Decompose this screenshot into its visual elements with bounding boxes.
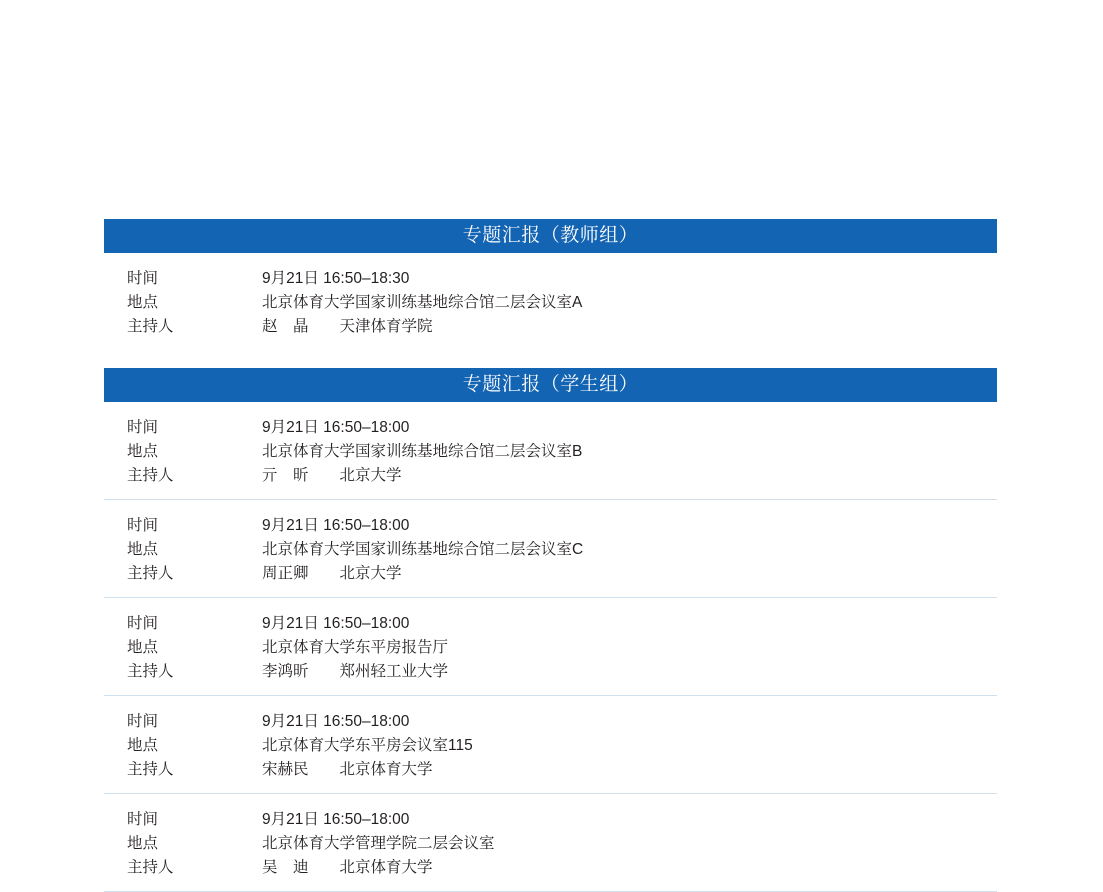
entry-list-student-group: [104, 402, 997, 892]
time-label: 时间: [127, 615, 159, 632]
entry-time-row: [104, 266, 997, 290]
time-label: 时间: [127, 811, 159, 828]
entry-place-row: [104, 537, 997, 561]
host-value: 周正卿 北京大学: [262, 565, 402, 582]
time-label: 时间: [127, 419, 159, 436]
schedule-entry: [104, 253, 997, 350]
place-label: 地点: [127, 639, 159, 656]
time-label: 时间: [127, 713, 159, 730]
entry-host-row: [104, 659, 997, 683]
time-label: 时间: [127, 517, 159, 534]
place-value: 北京体育大学国家训练基地综合馆二层会议室A: [262, 294, 583, 311]
time-value: 9月21日 16:50–18:00: [262, 713, 410, 730]
time-value: 9月21日 16:50–18:30: [262, 270, 410, 287]
place-value: 北京体育大学管理学院二层会议室: [262, 835, 495, 852]
host-value: 赵 晶 天津体育学院: [262, 318, 433, 335]
entry-host-row: [104, 463, 997, 487]
entry-place-row: [104, 635, 997, 659]
place-label: 地点: [127, 541, 159, 558]
place-label: 地点: [127, 294, 159, 311]
entry-host-row: [104, 855, 997, 879]
entry-list-teacher-group: [104, 253, 997, 350]
host-label: 主持人: [127, 318, 174, 335]
host-value: 亓 昕 北京大学: [262, 467, 402, 484]
schedule-content: [104, 219, 997, 892]
entry-time-row: [104, 611, 997, 635]
host-label: 主持人: [127, 663, 174, 680]
entry-time-row: [104, 513, 997, 537]
entry-host-row: [104, 561, 997, 585]
entry-host-row: [104, 757, 997, 781]
entry-place-row: [104, 733, 997, 757]
section-header-student-group: 专题汇报（学生组）: [104, 368, 997, 402]
place-value: 北京体育大学东平房会议室115: [262, 737, 473, 754]
entry-time-row: [104, 415, 997, 439]
host-label: 主持人: [127, 859, 174, 876]
place-label: 地点: [127, 835, 159, 852]
host-label: 主持人: [127, 761, 174, 778]
schedule-entry: [104, 696, 997, 794]
entry-place-row: [104, 439, 997, 463]
schedule-entry: [104, 402, 997, 500]
time-value: 9月21日 16:50–18:00: [262, 811, 410, 828]
schedule-entry: [104, 598, 997, 696]
place-label: 地点: [127, 443, 159, 460]
host-value: 吴 迪 北京体育大学: [262, 859, 433, 876]
place-value: 北京体育大学国家训练基地综合馆二层会议室C: [262, 541, 584, 558]
entry-time-row: [104, 709, 997, 733]
host-value: 宋赫民 北京体育大学: [262, 761, 433, 778]
host-label: 主持人: [127, 467, 174, 484]
time-value: 9月21日 16:50–18:00: [262, 615, 410, 632]
schedule-entry: [104, 794, 997, 892]
entry-place-row: [104, 831, 997, 855]
place-value: 北京体育大学东平房报告厅: [262, 639, 449, 656]
entry-place-row: [104, 290, 997, 314]
place-value: 北京体育大学国家训练基地综合馆二层会议室B: [262, 443, 583, 460]
host-value: 李鸿昕 郑州轻工业大学: [262, 663, 449, 680]
entry-time-row: [104, 807, 997, 831]
host-label: 主持人: [127, 565, 174, 582]
section-header-teacher-group: 专题汇报（教师组）: [104, 219, 997, 253]
entry-host-row: [104, 314, 997, 338]
time-value: 9月21日 16:50–18:00: [262, 419, 410, 436]
place-label: 地点: [127, 737, 159, 754]
time-label: 时间: [127, 270, 159, 287]
time-value: 9月21日 16:50–18:00: [262, 517, 410, 534]
schedule-entry: [104, 500, 997, 598]
